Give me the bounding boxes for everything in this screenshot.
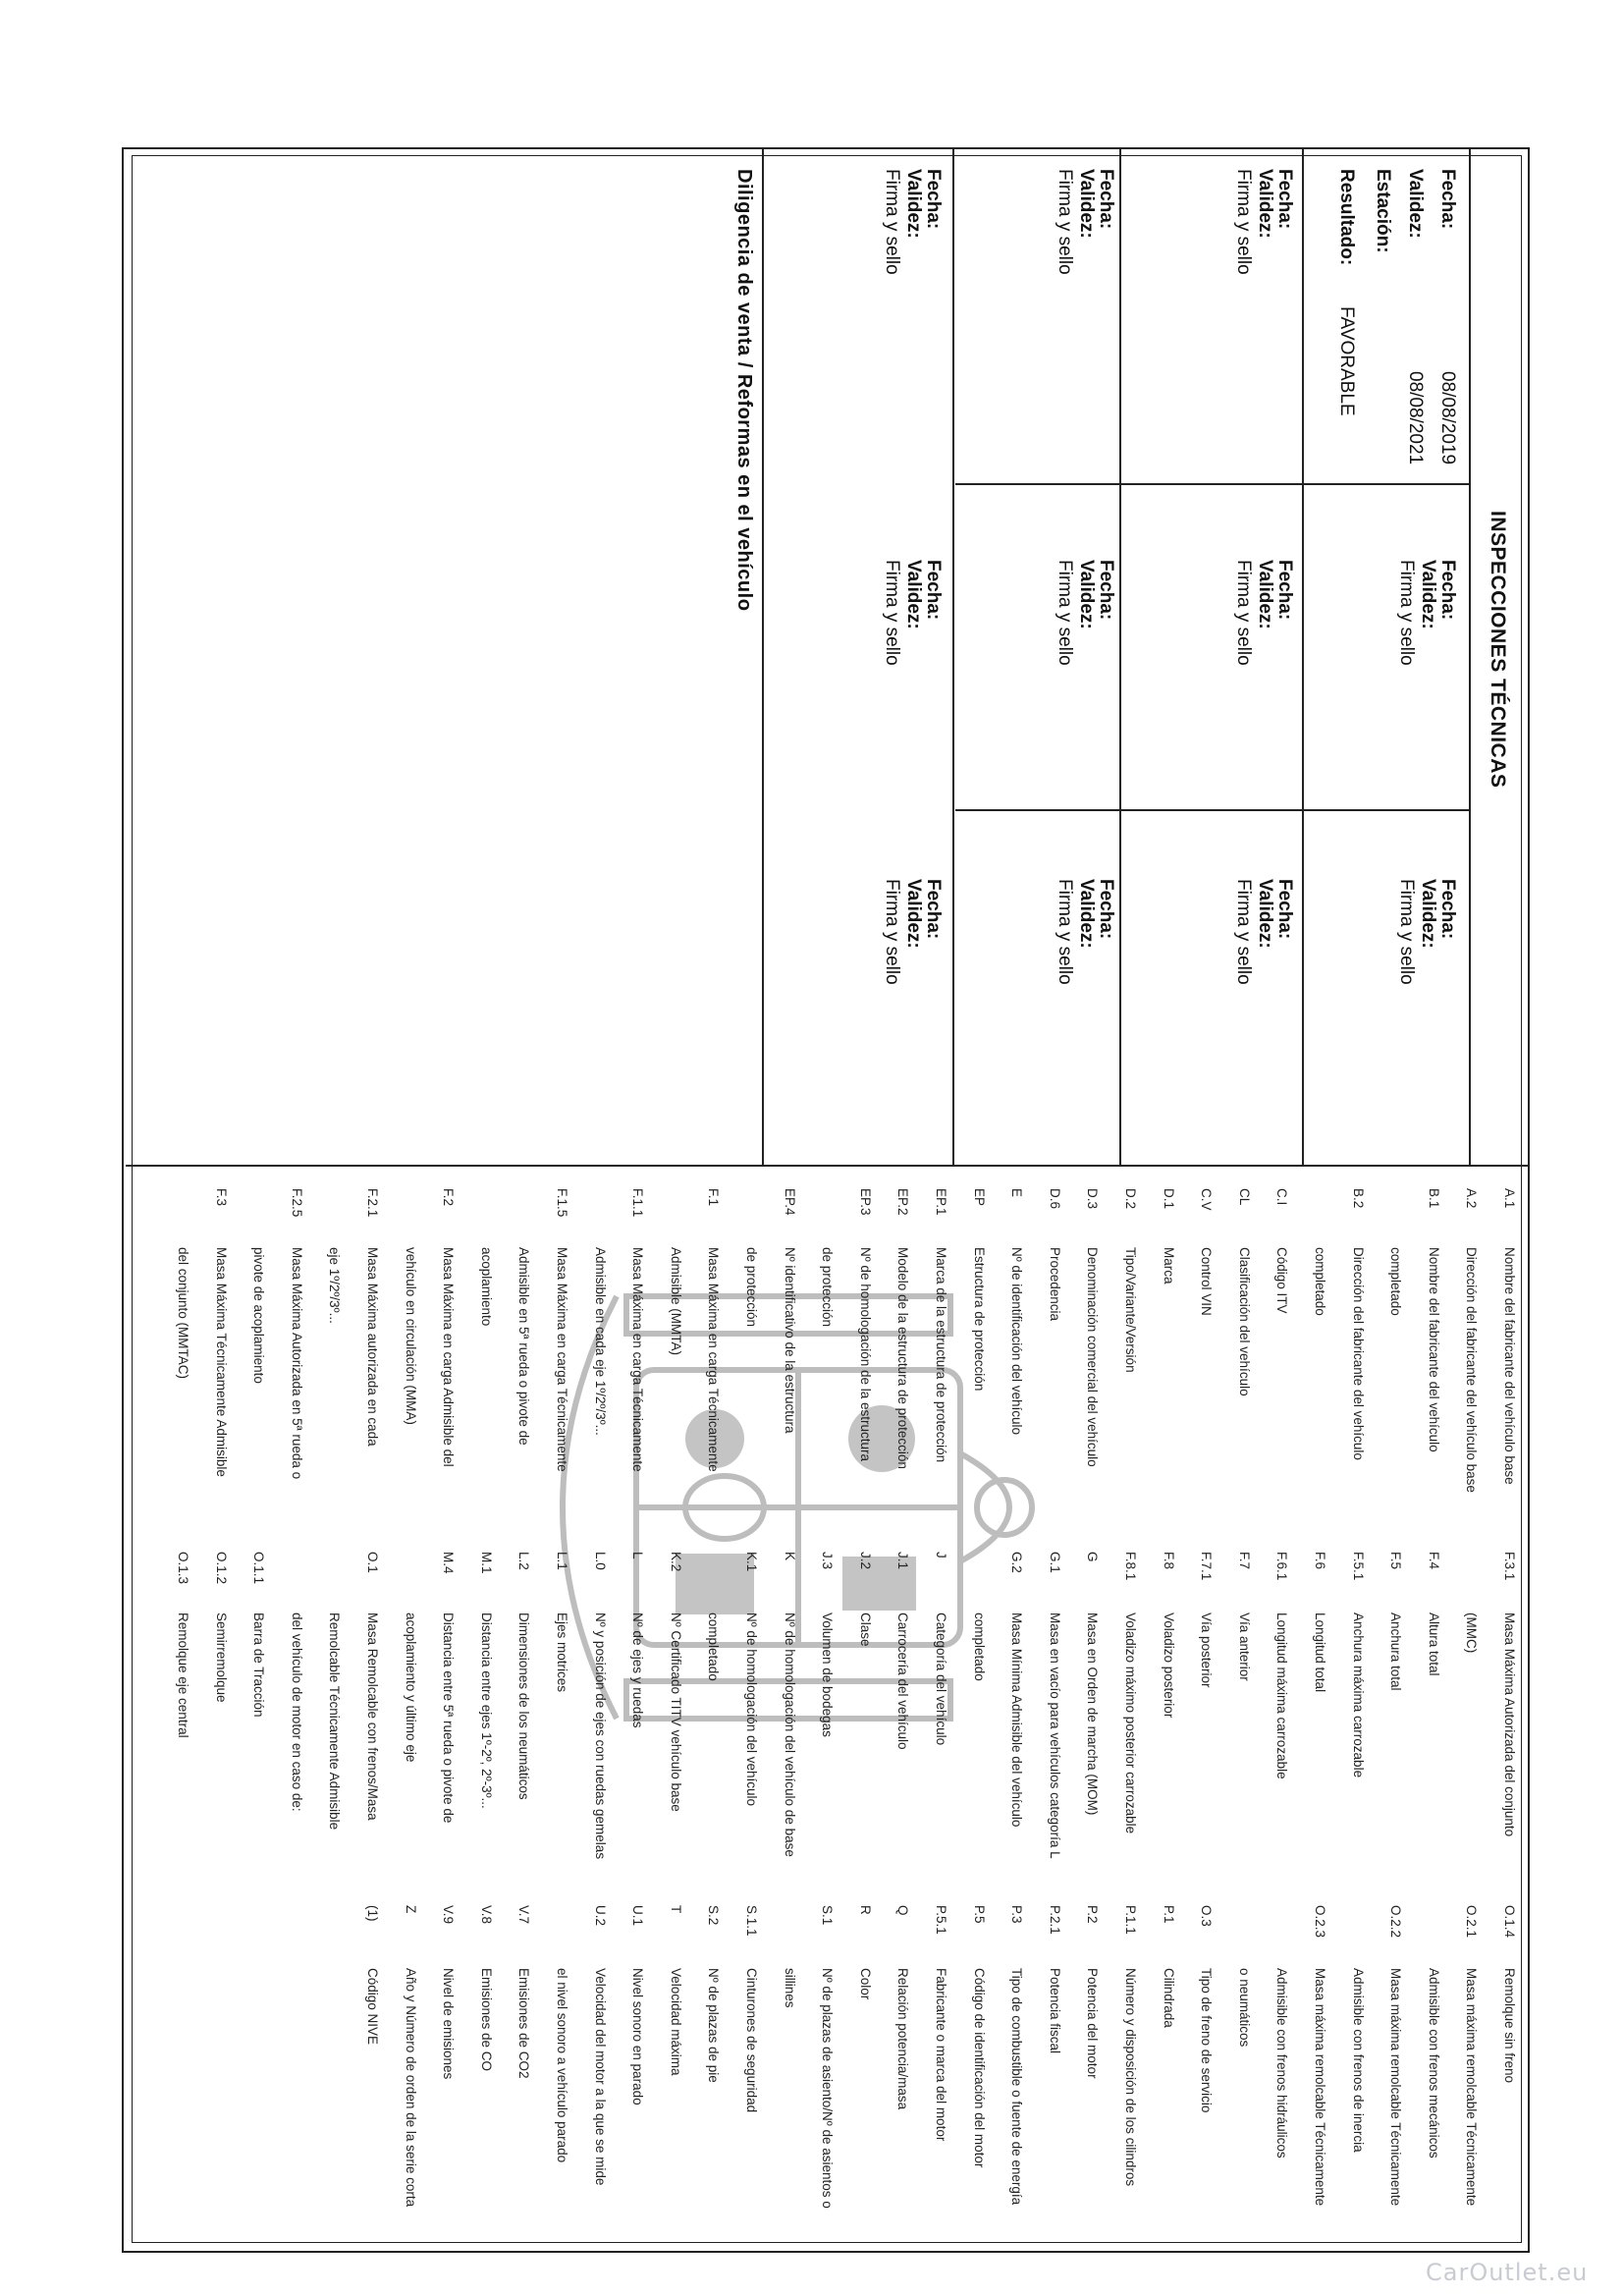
field-description: el nivel sonoro a vehículo parado [555, 1968, 569, 2163]
field-code: O.1.4 [1502, 1905, 1517, 1939]
field-description: Nivel de emisiones [441, 1968, 457, 2080]
field-description: Voladizo posterior [1161, 1613, 1176, 1719]
field-code: S.2 [706, 1905, 722, 1926]
field-description: Color [857, 1968, 873, 2000]
field-description: Control VIN [1199, 1247, 1215, 1316]
field-code: O.1.2 [213, 1552, 229, 1585]
field-code: P.3 [1009, 1905, 1025, 1924]
field-description: Vía anterior [1236, 1613, 1252, 1681]
field-code: O.2.1 [1464, 1905, 1480, 1939]
field-code: (1) [365, 1905, 380, 1922]
fecha-label: Fecha: [923, 560, 944, 621]
field-code: P.5 [971, 1905, 987, 1924]
firma-sello: Firma y sello [882, 560, 902, 666]
field-description: Dirección del fabricante del vehículo [1350, 1247, 1366, 1460]
field-description: Potencia del motor [1085, 1968, 1101, 2079]
field-description: o neumáticos [1236, 1968, 1252, 2048]
field-description: Emisiones de CO2 [516, 1968, 532, 2079]
firma-sello: Firma y sello [1396, 879, 1417, 985]
field-description: vehículo en circulación (MMA) [403, 1247, 418, 1425]
field-code: F.1.1 [630, 1188, 646, 1218]
field-description: Código NIVE [365, 1968, 380, 2046]
field-description: Procedencia [1047, 1247, 1062, 1322]
field-code: Z [403, 1905, 418, 1914]
field-description: Nº de plazas de asiento/Nº de asientos o [820, 1968, 836, 2209]
field-description: del vehículo de motor en caso de: [289, 1613, 304, 1812]
field-description: Admisible en 5ª rueda o pivote de [516, 1247, 532, 1446]
field-description: Masa Máxima en carga Admisible del [441, 1247, 457, 1467]
field-code: V.7 [516, 1905, 532, 1925]
watermark: CarOutlet.eu [1426, 2259, 1589, 2286]
field-code: F.6.1 [1274, 1552, 1290, 1581]
field-description: Longitud total [1313, 1613, 1327, 1693]
field-description: Emisiones de CO [478, 1968, 494, 2072]
field-description: Masa Máxima Autorizada en 5ª rueda o [289, 1247, 304, 1480]
field-code: L.0 [592, 1552, 608, 1570]
field-code: G [1085, 1552, 1101, 1562]
field-description: Ejes motrices [555, 1613, 569, 1693]
field-description: Masa Máxima Técnicamente Admisible [213, 1247, 229, 1477]
estacion-label: Estación: [1373, 169, 1393, 253]
field-code: F.7 [1236, 1552, 1252, 1570]
field-code: F.8.1 [1123, 1552, 1138, 1581]
field-description: Dirección del fabricante del vehículo base [1464, 1247, 1480, 1493]
field-description: del conjunto (MMTAC) [176, 1247, 190, 1380]
field-code: F.2 [441, 1188, 457, 1207]
field-description: Nombre del fabricante del vehículo [1426, 1247, 1441, 1452]
field-description: Volumen de bodegas [820, 1613, 836, 1737]
field-description: Semirremolque [213, 1613, 229, 1703]
field-code: B.2 [1350, 1188, 1366, 1209]
fecha-label: Fecha: [1437, 879, 1458, 940]
field-code: L.1 [555, 1552, 569, 1570]
diligencia-rule [762, 147, 764, 1165]
field-description: Dimensiones de los neumáticos [516, 1613, 532, 1800]
field-code: S.1 [820, 1905, 836, 1926]
field-description: Nº de plazas de pie [706, 1968, 722, 2083]
fecha-label: Fecha: [1274, 169, 1295, 230]
diligencia-title: Diligencia de venta / Reformas en el vehículo [733, 169, 755, 612]
field-code: D.1 [1161, 1188, 1176, 1210]
field-description: Número y disposición de los cilindros [1123, 1968, 1138, 2187]
field-description: completado [1388, 1247, 1404, 1316]
field-code: C.I [1274, 1188, 1290, 1206]
field-description: Potencia fiscal [1047, 1968, 1062, 2054]
firma-sello: Firma y sello [1233, 560, 1254, 666]
field-description: de protección [744, 1247, 759, 1328]
field-description: Admisible con frenos mecánicos [1426, 1968, 1441, 2159]
firma-sello: Firma y sello [1233, 879, 1254, 985]
field-code: O.1 [365, 1552, 380, 1573]
field-code: J.2 [857, 1552, 873, 1570]
field-description: Nº identificativo de la estructura [782, 1247, 797, 1434]
field-description: Admisible en cada eje 1º/2º/3º... [592, 1247, 608, 1436]
validez-label: Validez: [1255, 169, 1275, 239]
field-description: Masa Máxima Autorizada del conjunto [1502, 1613, 1517, 1837]
field-code: Q [895, 1905, 911, 1916]
firma-sello: Firma y sello [882, 879, 902, 985]
field-description: Nº de homologación de la estructura [857, 1247, 873, 1462]
validez-label: Validez: [1418, 560, 1438, 629]
field-description: Marca de la estructura de protección [934, 1247, 948, 1463]
field-description: acoplamiento [478, 1247, 494, 1327]
field-description: Admisible con frenos de inercia [1350, 1968, 1366, 2153]
field-code: J [934, 1552, 948, 1558]
field-description: Masa máxima remolcable Técnicamente [1464, 1968, 1480, 2207]
field-code: P.1 [1161, 1905, 1176, 1924]
validez-label: Validez: [1076, 879, 1097, 949]
field-code: F.1 [706, 1188, 722, 1207]
field-description: Nº de homologación del vehículo [744, 1613, 759, 1807]
field-description: Nº de homologación del vehículo de base [782, 1613, 797, 1857]
fecha-label: Fecha: [1274, 879, 1295, 940]
inspecciones-title: INSPECCIONES TÉCNICAS [1487, 511, 1509, 789]
field-description: Distancia entre 5ª rueda o pivote de [441, 1613, 457, 1824]
field-description: Tipo de combustible o fuente de energía [1009, 1968, 1025, 2206]
fecha-label: Fecha: [1096, 169, 1116, 230]
field-description: Masa en Orden de marcha (MOM) [1085, 1613, 1101, 1816]
field-description: Admisible (MMTA) [668, 1247, 683, 1356]
field-description: Cinturones de seguridad [744, 1968, 759, 2113]
field-code: F.1.5 [555, 1188, 569, 1218]
resultado-value: FAVORABLE [1336, 306, 1357, 416]
document-rotated [116, 118, 1540, 2288]
field-code: E [1009, 1188, 1025, 1198]
firma-sello: Firma y sello [1055, 169, 1075, 275]
field-description: Nº de ejes y ruedas [630, 1613, 646, 1728]
field-code: G.2 [1009, 1552, 1025, 1573]
field-description: Longitud máxima carrozable [1274, 1613, 1290, 1779]
field-description: Marca [1161, 1247, 1176, 1285]
field-code: O.1.1 [251, 1552, 267, 1585]
grid-row-3 [952, 147, 954, 1165]
field-code: F.3.1 [1502, 1552, 1517, 1581]
field-code: C.V [1199, 1188, 1215, 1211]
field-code: U.2 [592, 1905, 608, 1927]
section-divider [126, 1165, 1530, 1167]
field-code: EP [971, 1188, 987, 1207]
field-code: J.1 [895, 1552, 911, 1570]
field-description: Masa Remolcable con frenos/Masa [365, 1613, 380, 1821]
firma-sello: Firma y sello [1396, 560, 1417, 666]
validez-value: 08/08/2021 [1405, 371, 1426, 465]
field-description: de protección [820, 1247, 836, 1328]
validez-label: Validez: [1418, 879, 1438, 949]
fecha-label: Fecha: [1096, 879, 1116, 940]
field-description: Código ITV [1274, 1247, 1290, 1314]
field-code: L.2 [516, 1552, 532, 1570]
field-code: D.3 [1085, 1188, 1101, 1210]
field-code: G.1 [1047, 1552, 1062, 1573]
field-description: Tipo de freno de servicio [1199, 1968, 1215, 2113]
fecha-label: Fecha: [1096, 560, 1116, 621]
validez-label: Validez: [1076, 560, 1097, 629]
title-rule [1469, 147, 1471, 1165]
field-code: P.2.1 [1047, 1905, 1062, 1935]
field-description: Masa en vacío para vehículos categoría L [1047, 1613, 1062, 1859]
fecha-label: Fecha: [1437, 560, 1458, 621]
field-code: S.1.1 [744, 1905, 759, 1937]
field-code: EP.4 [782, 1188, 797, 1216]
field-code: V.9 [441, 1905, 457, 1925]
grid-col-2 [955, 809, 1471, 811]
field-code: K.1 [744, 1552, 759, 1572]
field-description: Nº y posición de ejes con ruedas gemelas [592, 1613, 608, 1860]
field-description: Nivel sonoro en parado [630, 1968, 646, 2105]
grid-col-1 [955, 483, 1471, 485]
field-code: O.3 [1199, 1905, 1215, 1927]
field-code: O.2.3 [1313, 1905, 1327, 1939]
field-description: completado [971, 1613, 987, 1681]
firma-sello: Firma y sello [1055, 560, 1075, 666]
field-code: R [857, 1905, 873, 1915]
field-code: U.1 [630, 1905, 646, 1927]
field-description: Nº de identificación del vehículo [1009, 1247, 1025, 1436]
field-description: Admisible con frenos hidráulicos [1274, 1968, 1290, 2159]
validez-label: Validez: [1405, 169, 1426, 239]
field-description: Anchura total [1388, 1613, 1404, 1691]
field-description: Velocidad del motor a la que se mide [592, 1968, 608, 2186]
field-code: V.8 [478, 1905, 494, 1925]
field-description: Clase [857, 1613, 873, 1647]
firma-sello: Firma y sello [882, 169, 902, 275]
field-description: Fabricante o marca del motor [934, 1968, 948, 2142]
field-description: pivote de acoplamiento [251, 1247, 267, 1384]
fecha-label: Fecha: [923, 169, 944, 230]
firma-sello: Firma y sello [1055, 879, 1075, 985]
field-description: Cilindrada [1161, 1968, 1176, 2028]
field-description: Masa máxima remolcable Técnicamente [1313, 1968, 1327, 2207]
field-description: Distancia entre ejes 1º-2º, 2º-3º... [478, 1613, 494, 1809]
field-description: Categoría del vehículo [934, 1613, 948, 1746]
field-description: Código de identificación del motor [971, 1968, 987, 2168]
field-description: Remolque sin freno [1502, 1968, 1517, 2084]
field-code: F.4 [1426, 1552, 1441, 1570]
fecha-label: Fecha: [1274, 560, 1295, 621]
resultado-label: Resultado: [1336, 169, 1357, 266]
field-code: EP.2 [895, 1188, 911, 1216]
field-code: T [668, 1905, 683, 1914]
field-description: Masa Máxima en carga Técnicamente [630, 1247, 646, 1472]
validez-label: Validez: [1255, 560, 1275, 629]
field-code: O.2.2 [1388, 1905, 1404, 1939]
field-code: B.1 [1426, 1188, 1441, 1209]
field-description: Denominación comercial del vehículo [1085, 1247, 1101, 1467]
validez-label: Validez: [1255, 879, 1275, 949]
field-description: acoplamiento y último eje [403, 1613, 418, 1763]
field-code: F.7.1 [1199, 1552, 1215, 1581]
field-description: Velocidad máxima [668, 1968, 683, 2076]
field-code: D.2 [1123, 1188, 1138, 1210]
field-description: (MMC) [1464, 1613, 1480, 1654]
validez-label: Validez: [903, 560, 924, 629]
field-description: Tipo/Variante/Versión [1123, 1247, 1138, 1373]
field-description: Masa Máxima en carga Técnicamente [706, 1247, 722, 1472]
field-description: eje 1º/2º/3º... [327, 1247, 343, 1324]
field-description: Carrocería del vehículo [895, 1613, 911, 1750]
field-code: F.8 [1161, 1552, 1176, 1570]
field-code: F.5.1 [1350, 1552, 1366, 1581]
field-description: Año y Número de orden de la serie corta [403, 1968, 418, 2208]
field-code: M.1 [478, 1552, 494, 1574]
field-description: Nº Certificado TITV vehículo base [668, 1613, 683, 1812]
field-description: Remolque eje central [176, 1613, 190, 1738]
field-code: A.2 [1464, 1188, 1480, 1209]
field-code: F.5 [1388, 1552, 1404, 1570]
field-code: F.2.1 [365, 1188, 380, 1218]
field-code: M.4 [441, 1552, 457, 1574]
field-description: Anchura máxima carrozable [1350, 1613, 1366, 1778]
field-description: Remolcable Técnicamente Admisible [327, 1613, 343, 1831]
field-description: Vía posterior [1199, 1613, 1215, 1688]
field-code: J.3 [820, 1552, 836, 1570]
validez-label: Validez: [903, 879, 924, 949]
field-code: F.6 [1313, 1552, 1327, 1570]
field-code: O.1.3 [176, 1552, 190, 1585]
field-description: completado [1313, 1247, 1327, 1316]
validez-label: Validez: [903, 169, 924, 239]
field-code: P.2 [1085, 1905, 1101, 1924]
field-description: Masa máxima remolcable Técnicamente [1388, 1968, 1404, 2207]
field-code: A.1 [1502, 1188, 1517, 1209]
grid-row-1 [1302, 147, 1304, 1165]
field-code: K [782, 1552, 797, 1561]
field-code: P.1.1 [1123, 1905, 1138, 1935]
field-code: L [630, 1552, 646, 1559]
field-description: sillines [782, 1968, 797, 2008]
field-code: D.6 [1047, 1188, 1062, 1210]
firma-sello: Firma y sello [1233, 169, 1254, 275]
field-code: CL [1236, 1188, 1252, 1206]
field-description: Modelo de la estructura de protección [895, 1247, 911, 1469]
validez-label: Validez: [1076, 169, 1097, 239]
field-description: Masa Máxima autorizada en cada [365, 1247, 380, 1447]
field-description: Clasificación del vehículo [1236, 1247, 1252, 1396]
field-description: Relación potencia/masa [895, 1968, 911, 2110]
field-code: P.5.1 [934, 1905, 948, 1935]
field-code: EP.3 [857, 1188, 873, 1216]
field-code: K.2 [668, 1552, 683, 1572]
field-code: F.2.5 [289, 1188, 304, 1218]
fecha-label: Fecha: [923, 879, 944, 940]
field-description: Barra de Tracción [251, 1613, 267, 1718]
field-code: F.3 [213, 1188, 229, 1207]
field-description: completado [706, 1613, 722, 1681]
field-code: EP.1 [934, 1188, 948, 1216]
fecha-value: 08/08/2019 [1437, 371, 1458, 465]
field-description: Masa Mínima Admisible del vehículo [1009, 1613, 1025, 1828]
fecha-label: Fecha: [1437, 169, 1458, 230]
field-description: Nombre del fabricante del vehículo base [1502, 1247, 1517, 1485]
field-description: Estructura de protección [971, 1247, 987, 1392]
grid-row-2 [1119, 147, 1121, 1165]
field-description: Masa Máxima en carga Técnicamente [555, 1247, 569, 1472]
field-description: Voladizo máximo posterior carrozable [1123, 1613, 1138, 1834]
field-description: Altura total [1426, 1613, 1441, 1676]
